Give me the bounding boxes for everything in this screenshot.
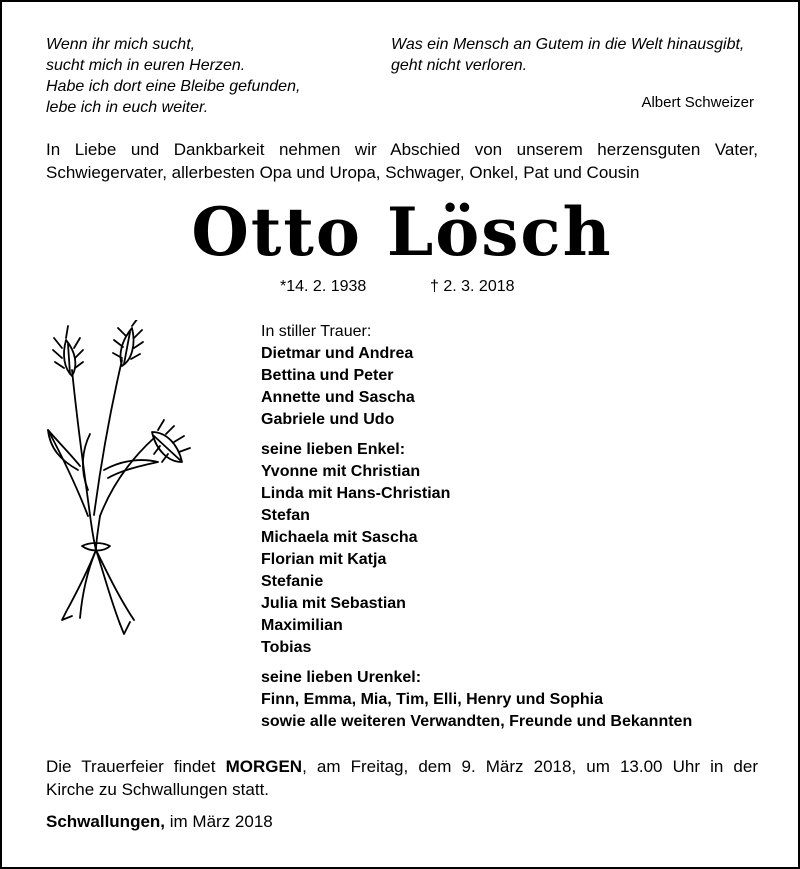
- poem-line: Habe ich dort eine Bleibe gefunden,: [46, 78, 301, 95]
- ceremony-rest: , am Freitag, dem 9. März 2018, um 13.00 Uhr in der: [302, 757, 758, 776]
- poem-left: [46, 34, 300, 118]
- birth-date: *14. 2. 1938: [280, 278, 367, 295]
- ceremony-info: [46, 755, 758, 801]
- quote-author: Albert Schweizer: [641, 94, 754, 111]
- deceased-name: Otto Lösch: [191, 193, 613, 271]
- poem-line: Wenn ihr mich sucht,: [46, 36, 196, 53]
- grandchild: Florian mit Katja: [261, 551, 387, 568]
- wheat-bundle-icon: [38, 320, 198, 650]
- quote-line: Was ein Mensch an Gutem in die Welt hinausgibt,: [391, 36, 745, 53]
- family-member: Dietmar und Andrea: [261, 345, 414, 362]
- quote-line: geht nicht verloren.: [391, 57, 528, 74]
- relatives-line: sowie alle weiteren Verwandten, Freunde und Bekannten: [261, 713, 693, 730]
- great-grandchildren: Finn, Emma, Mia, Tim, Elli, Henry und Sophia: [261, 691, 603, 708]
- mourning-label: In stiller Trauer:: [261, 323, 372, 340]
- date-line: im März 2018: [169, 812, 273, 831]
- place: Schwallungen,: [46, 812, 166, 831]
- grandchild: Stefanie: [261, 573, 324, 590]
- family-member: Annette und Sascha: [261, 389, 415, 406]
- ceremony-line: [46, 755, 758, 778]
- grandchild: Michaela mit Sascha: [261, 529, 418, 546]
- poem-line: sucht mich in euren Herzen.: [46, 57, 246, 74]
- ceremony-highlight: MORGEN: [225, 757, 303, 776]
- family-member: Bettina und Peter: [261, 367, 394, 384]
- grandchildren-label: seine lieben Enkel:: [261, 441, 406, 458]
- grandchild: Tobias: [261, 639, 312, 656]
- grandchild: Linda mit Hans-Christian: [261, 485, 451, 502]
- place-date: [46, 812, 273, 832]
- quote-right: [391, 34, 744, 76]
- death-date: † 2. 3. 2018: [430, 278, 515, 295]
- grandchild: Maximilian: [261, 617, 343, 634]
- ceremony-prefix: Die Trauerfeier findet: [46, 757, 216, 776]
- intro-line: In Liebe und Dankbarkeit nehmen wir Abschied von unserem herzensguten Vater,: [46, 140, 758, 159]
- grandchild: Julia mit Sebastian: [261, 595, 406, 612]
- grandchild: Yvonne mit Christian: [261, 463, 421, 480]
- grandchild: Stefan: [261, 507, 310, 524]
- intro-line: Schwiegervater, allerbesten Opa und Uropa, Schwager, Onkel, Pat und Cousin: [46, 163, 640, 182]
- great-grandchildren-label: seine lieben Urenkel:: [261, 669, 422, 686]
- poem-line: lebe ich in euch weiter.: [46, 99, 209, 116]
- ceremony-line: Kirche zu Schwallungen statt.: [46, 780, 270, 799]
- family-member: Gabriele und Udo: [261, 411, 395, 428]
- intro-text: [46, 138, 758, 184]
- mourners-list: [261, 321, 692, 733]
